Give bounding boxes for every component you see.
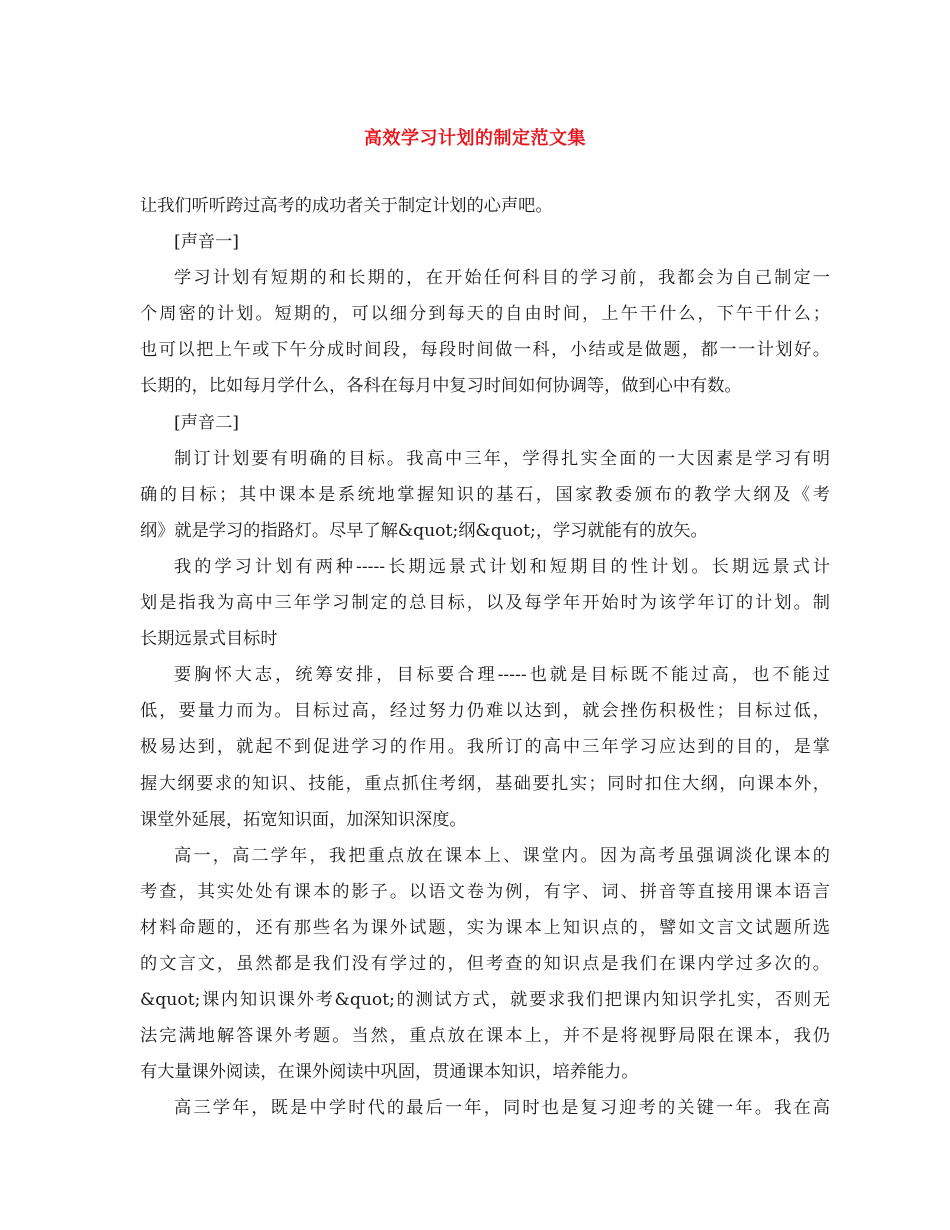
text-line: 有大量课外阅读，在课外阅读中巩固，贯通课本知识，培养能力。 [140, 1062, 639, 1083]
text-line: 纲》就是学习的指路灯。尽早了解&quot;纲&quot;，学习就能有的放矢。 [140, 520, 708, 541]
text-line: 低，要量力而为。目标过高，经过努力仍难以达到，就会挫伤积极性；目标过低， [140, 701, 830, 722]
section-heading: [声音一] [174, 232, 239, 253]
document-title: 高效学习计划的制定范文集 [364, 128, 586, 149]
section-heading: [声音二] [174, 412, 239, 433]
text-line: 个周密的计划。短期的，可以细分到每天的自由时间，上午干什么，下午干什么； [140, 304, 830, 325]
text-line: 高三学年，既是中学时代的最后一年，同时也是复习迎考的关键一年。我在高 [174, 1098, 830, 1119]
text-line: 确的目标；其中课本是系统地掌握知识的基石，国家教委颁布的教学大纲及《考 [140, 484, 830, 505]
text-line: 极易达到，就起不到促进学习的作用。我所订的高中三年学习应达到的目的，是掌 [140, 737, 830, 758]
text-line: 我的学习计划有两种-----长期远景式计划和短期目的性计划。长期远景式计 [174, 556, 830, 577]
text-line: 长期远景式目标时 [140, 629, 278, 650]
text-line: 材料命题的，还有那些名为课外试题，实为课本上知识点的，譬如文言文试题所选 [140, 917, 830, 938]
text-line: 长期的，比如每月学什么，各科在每月中复习时间如何协调等，做到心中有数。 [140, 376, 742, 397]
text-line: 课堂外延展，拓宽知识面，加深知识深度。 [140, 809, 467, 830]
text-line: 也可以把上午或下午分成时间段，每段时间做一科，小结或是做题，都一一计划好。 [140, 340, 830, 361]
text-line: 的文言文，虽然都是我们没有学过的，但考查的知识点是我们在课内学过多次的。 [140, 953, 830, 974]
text-line: 制订计划要有明确的目标。我高中三年，学得扎实全面的一大因素是学习有明 [174, 448, 830, 469]
text-line: 学习计划有短期的和长期的，在开始任何科目的学习前，我都会为自己制定一 [174, 268, 830, 289]
text-line: 要胸怀大志，统筹安排，目标要合理-----也就是目标既不能过高，也不能过 [174, 665, 830, 686]
text-line: &quot;课内知识课外考&quot;的测试方式，就要求我们把课内知识学扎实，否则无 [140, 990, 830, 1011]
text-line: 法完满地解答课外考题。当然，重点放在课本上，并不是将视野局限在课本，我仍 [140, 1026, 830, 1047]
document-body [140, 188, 830, 1126]
text-line: 高一，高二学年，我把重点放在课本上、课堂内。因为高考虽强调淡化课本的 [174, 845, 830, 866]
text-line: 握大纲要求的知识、技能，重点抓住考纲，基础要扎实；同时扣住大纲，向课本外， [140, 773, 830, 794]
text-line: 划是指我为高中三年学习制定的总目标，以及每学年开始时为该学年订的计划。制 [140, 593, 830, 614]
text-line: 让我们听听跨过高考的成功者关于制定计划的心声吧。 [140, 196, 553, 216]
text-line: 考查，其实处处有课本的影子。以语文卷为例，有字、词、拼音等直接用课本语言 [140, 881, 830, 902]
